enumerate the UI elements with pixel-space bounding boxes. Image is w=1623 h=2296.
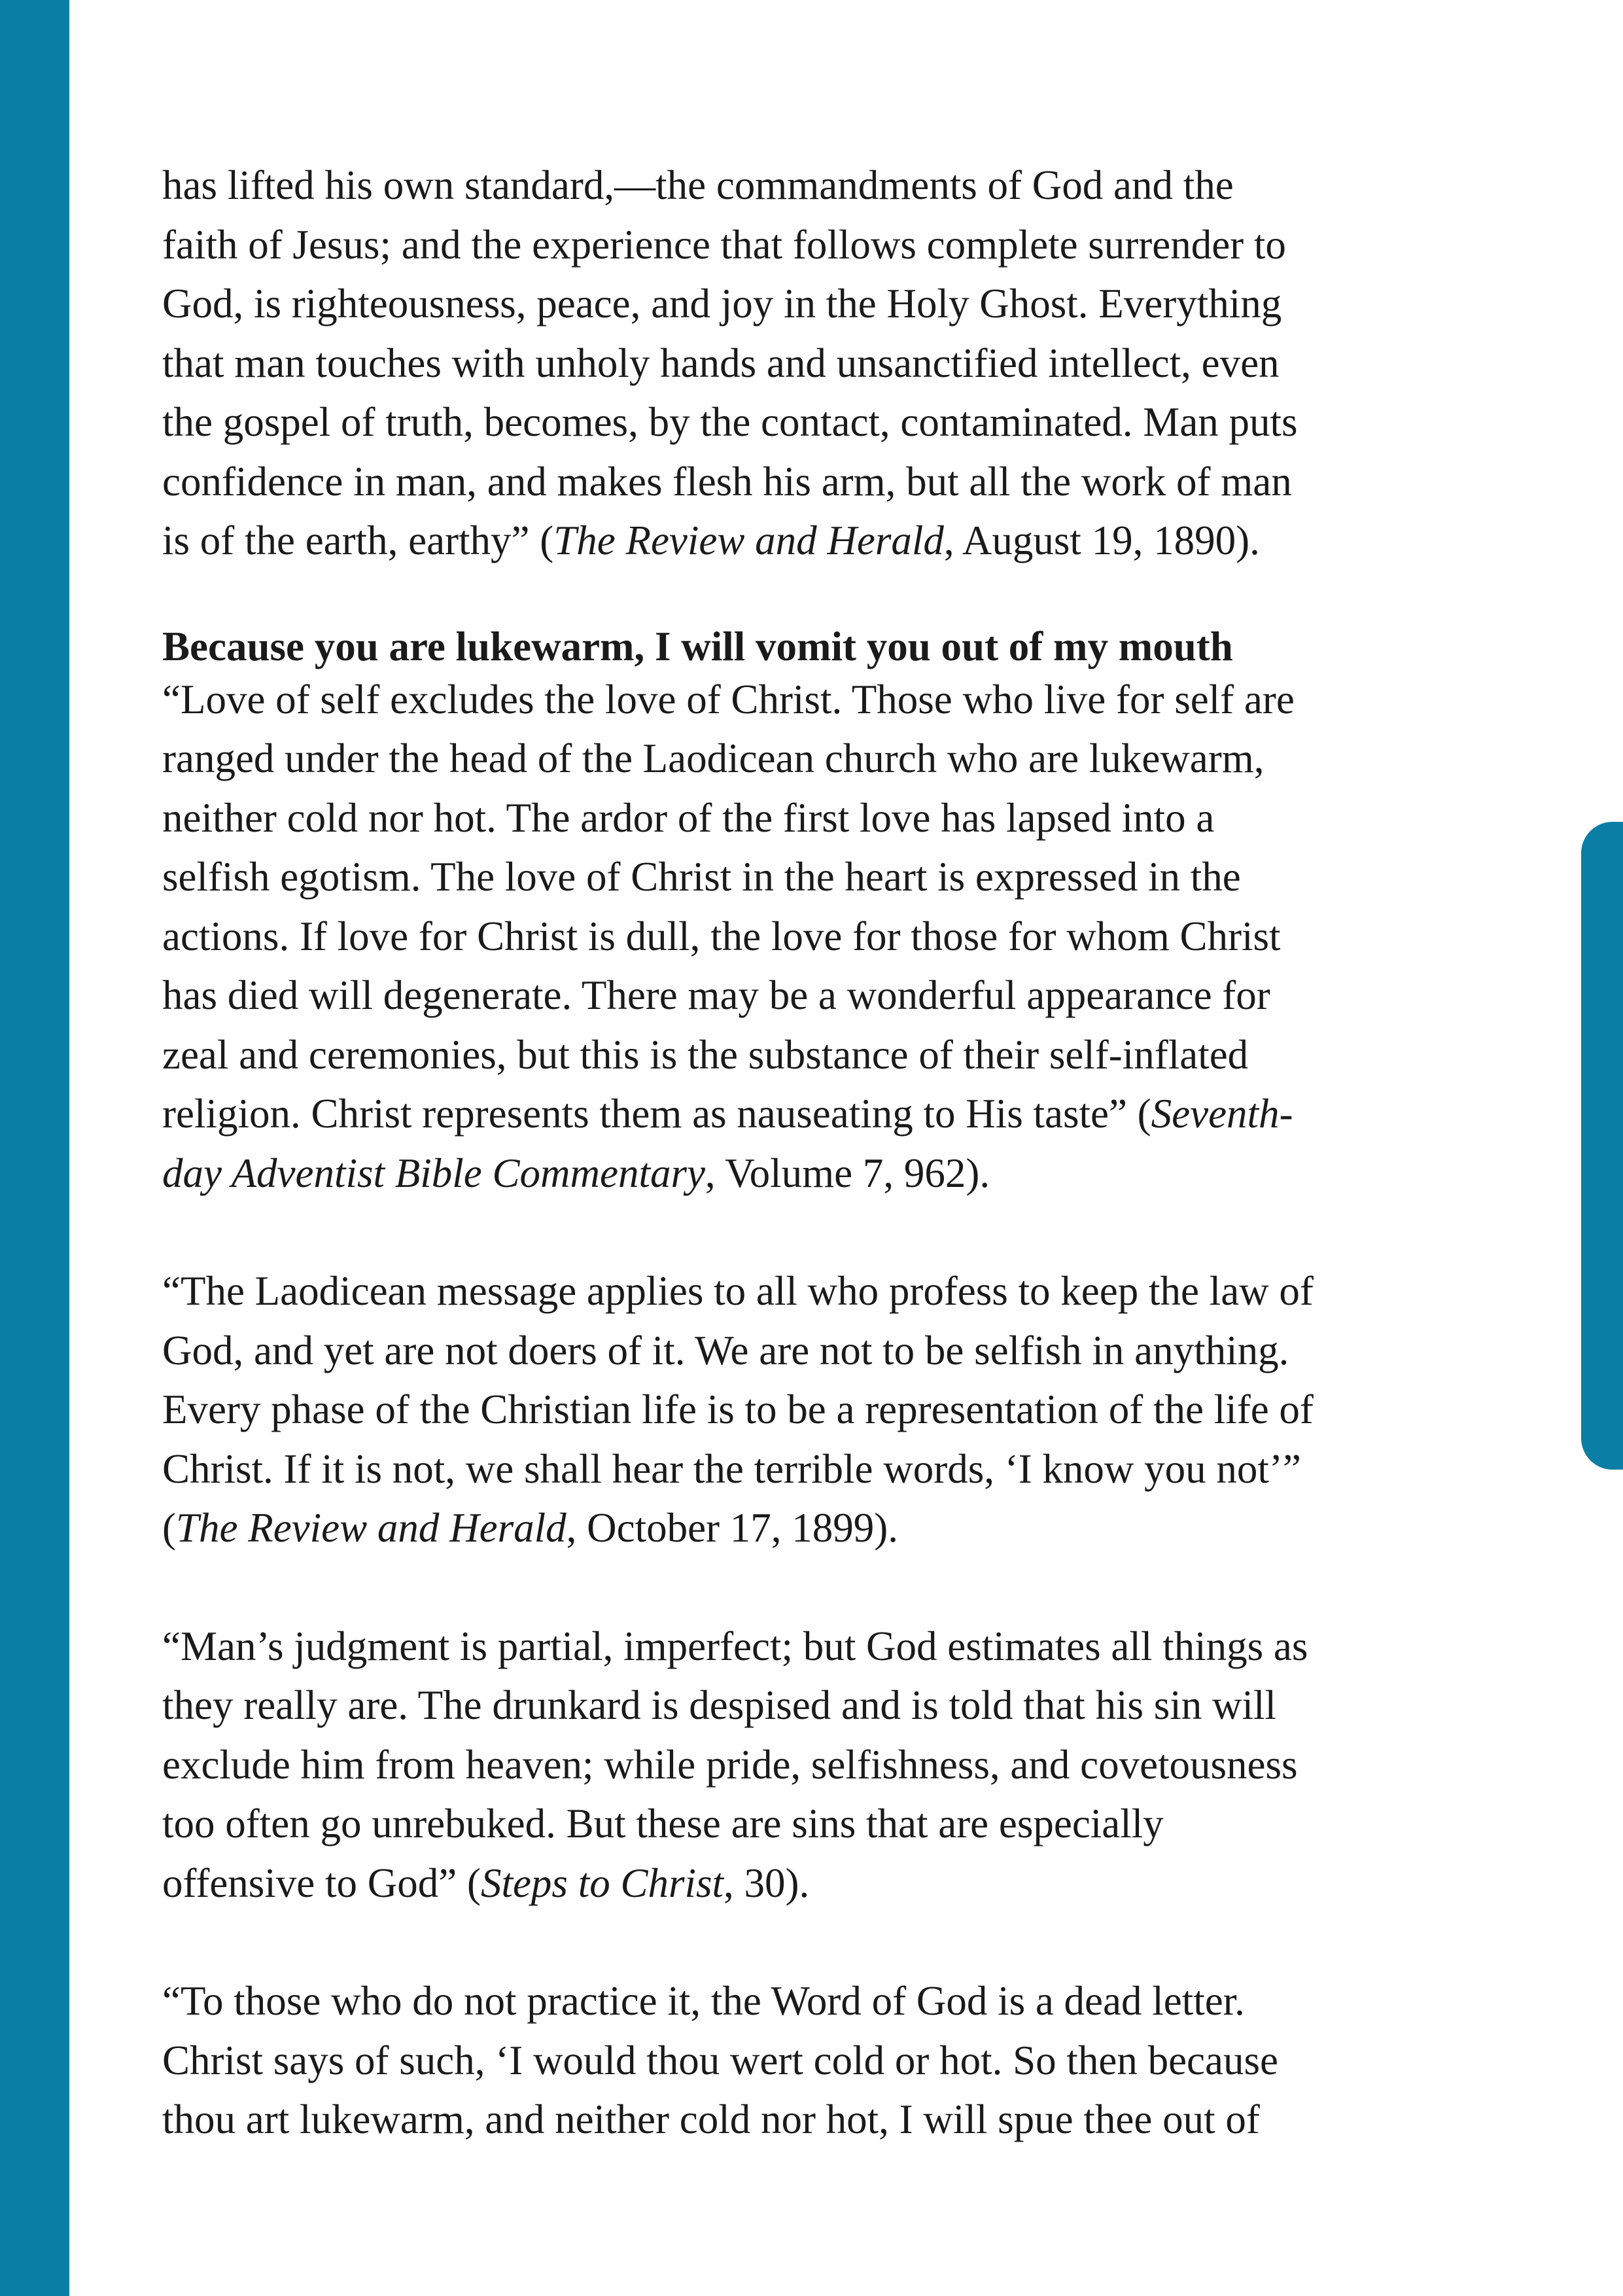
text-line — [162, 1144, 1497, 1203]
citation-title: The Review and Herald — [553, 518, 944, 563]
page-body — [162, 156, 1497, 2208]
text-line: selfish egotism. The love of Christ in the heart is expressed in the — [162, 854, 1241, 900]
text-line — [162, 1498, 1497, 1558]
text-line: neither cold nor hot. The ardor of the first love has lapsed into a — [162, 794, 1215, 841]
paragraph-continuation — [162, 156, 1497, 571]
text-line: “To those who do not practice it, the Word of God is a dead letter. — [162, 1978, 1245, 2024]
quote-paragraph-4 — [162, 1971, 1497, 2149]
text-fragment: offensive to God” ( — [162, 1860, 481, 1906]
text-fragment: religion. Christ represents them as nauseating to His taste” ( — [162, 1091, 1151, 1137]
citation-title: day Adventist Bible Commentary — [162, 1150, 705, 1196]
text-line: “The Laodicean message applies to all who profess to keep the law of — [162, 1268, 1314, 1314]
text-line: confidence in man, and makes flesh his arm, but all the work of man — [162, 458, 1292, 504]
text-line: has lifted his own standard,—the commandments of God and the — [162, 162, 1234, 208]
text-line: faith of Jesus; and the experience that follows complete surrender to — [162, 221, 1286, 268]
section-edge-tab — [1581, 822, 1623, 1470]
section-heading: Because you are lukewarm, I will vomit you out of my mouth — [162, 623, 1233, 669]
text-line: too often go unrebuked. But these are sins that are especially — [162, 1801, 1164, 1846]
citation-title: Seventh- — [1151, 1091, 1293, 1137]
text-fragment: , 30). — [724, 1860, 810, 1906]
text-fragment: , August 19, 1890). — [943, 518, 1260, 563]
left-accent-bar — [0, 0, 69, 2296]
text-line: they really are. The drunkard is despised and is told that his sin will — [162, 1682, 1276, 1728]
text-line: actions. If love for Christ is dull, the love for those for whom Christ — [162, 913, 1281, 959]
text-line: “Man’s judgment is partial, imperfect; but God estimates all things as — [162, 1623, 1308, 1669]
text-fragment: is of the earth, earthy” ( — [162, 518, 554, 563]
text-line: God, and yet are not doers of it. We are not to be selfish in anything. — [162, 1327, 1289, 1373]
text-line: thou art lukewarm, and neither cold nor hot, I will spue thee out of — [162, 2096, 1260, 2142]
text-line: that man touches with unholy hands and unsanctified intellect, even — [162, 340, 1280, 386]
text-line: Christ says of such, ‘I would thou wert cold or hot. So then because — [162, 2037, 1278, 2083]
citation-title: The Review and Herald — [175, 1505, 567, 1551]
text-line — [162, 1854, 1497, 1913]
text-line: Christ. If it is not, we shall hear the terrible words, ‘I know you not’” — [162, 1445, 1301, 1492]
text-fragment: , October 17, 1899). — [566, 1505, 898, 1551]
text-line: ranged under the head of the Laodicean church who are lukewarm, — [162, 735, 1265, 781]
quote-paragraph-1 — [162, 670, 1497, 1203]
text-line: exclude him from heaven; while pride, selfishness, and covetousness — [162, 1741, 1298, 1788]
text-fragment: , Volume 7, 962). — [705, 1150, 990, 1196]
text-line: “Love of self excludes the love of Christ. Those who live for self are — [162, 676, 1295, 722]
quote-paragraph-3 — [162, 1617, 1497, 1913]
text-line: has died will degenerate. There may be a wonderful appearance for — [162, 972, 1270, 1018]
citation-title: Steps to Christ — [480, 1860, 724, 1906]
text-line: the gospel of truth, becomes, by the contact, contaminated. Man puts — [162, 399, 1298, 445]
text-line: zeal and ceremonies, but this is the substance of their self-inflated — [162, 1031, 1249, 1078]
text-line — [162, 511, 1497, 571]
text-line: Every phase of the Christian life is to be a representation of the life of — [162, 1386, 1314, 1432]
text-line: God, is righteousness, peace, and joy in the Holy Ghost. Everything — [162, 281, 1282, 327]
quote-paragraph-2 — [162, 1262, 1497, 1558]
text-fragment: ( — [162, 1505, 176, 1551]
text-line — [162, 1084, 1497, 1144]
